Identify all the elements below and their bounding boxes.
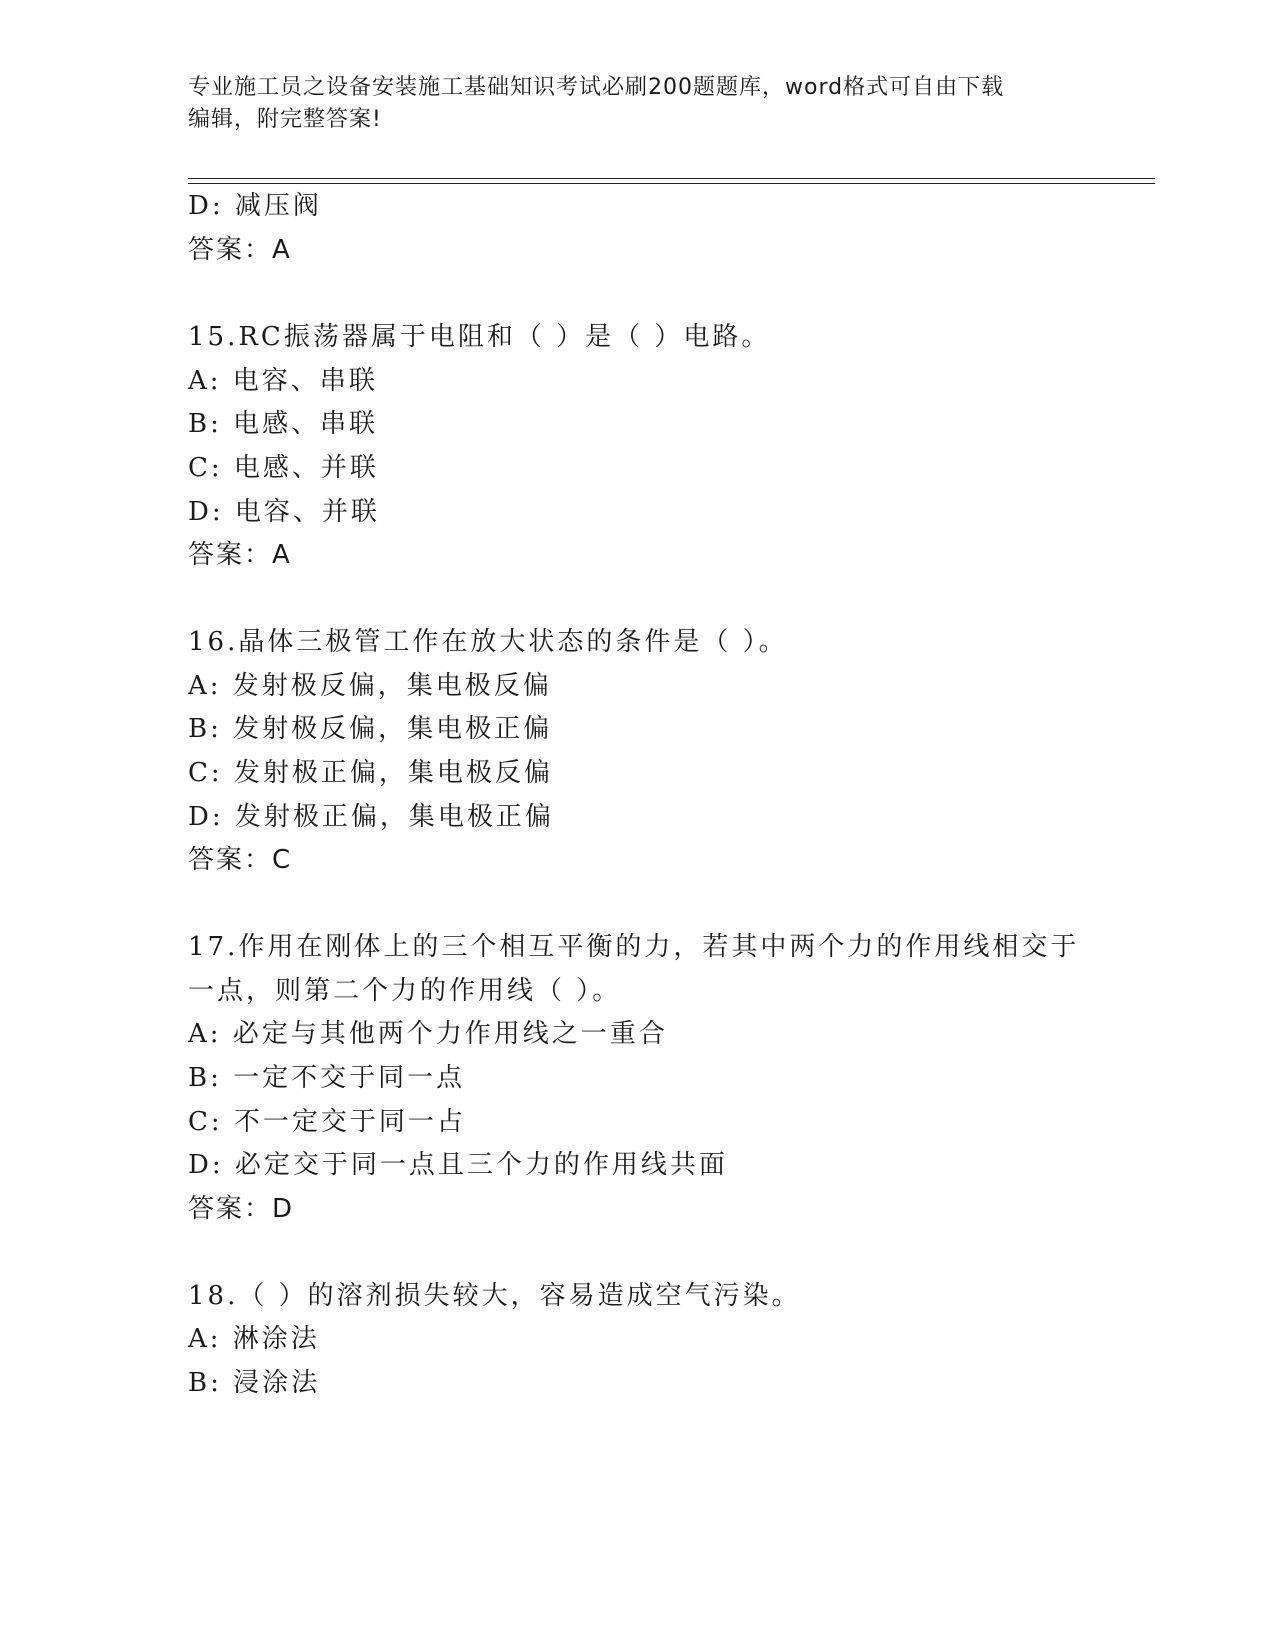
- question-15-text: 15.RC振荡器属于电阻和（ ）是（ ）电路。: [188, 322, 771, 352]
- question-18-text: 18.（ ）的溶剂损失较大，容易造成空气污染。: [188, 1281, 801, 1311]
- question-16-text: 16.晶体三极管工作在放大状态的条件是（ ）。: [188, 627, 788, 657]
- question-15-option-c: C: 电感、并联: [188, 453, 379, 483]
- header-line-2: 编辑，附完整答案!: [188, 107, 382, 132]
- prev-answer: 答案：A: [188, 235, 292, 265]
- header-divider-bottom: [188, 183, 1155, 184]
- question-16-option-b: B: 发射极反偏，集电极正偏: [188, 714, 553, 744]
- question-15-answer: 答案：A: [188, 540, 292, 570]
- question-17-text-line-2: 一点，则第二个力的作用线（ ）。: [188, 976, 622, 1006]
- prev-option-d: D: 减压阀: [188, 191, 322, 221]
- question-17-option-b: B: 一定不交于同一点: [188, 1063, 466, 1093]
- question-16-option-c: C: 发射极正偏，集电极反偏: [188, 758, 553, 788]
- question-15-option-a: A: 电容、串联: [188, 366, 378, 396]
- question-17-option-a: A: 必定与其他两个力作用线之一重合: [188, 1019, 668, 1049]
- question-17-option-c: C: 不一定交于同一占: [188, 1107, 466, 1137]
- question-17-option-d: D: 必定交于同一点且三个力的作用线共面: [188, 1150, 728, 1180]
- header-divider-top: [188, 178, 1155, 179]
- header-line-1: 专业施工员之设备安装施工基础知识考试必刷200题题库，word格式可自由下载: [188, 75, 1005, 100]
- question-17-answer: 答案：D: [188, 1194, 295, 1224]
- document-header: [188, 72, 1088, 136]
- question-18-option-b: B: 浸涂法: [188, 1368, 321, 1398]
- question-15-option-b: B: 电感、串联: [188, 409, 379, 439]
- question-16-option-d: D: 发射极正偏，集电极正偏: [188, 802, 554, 832]
- question-18-option-a: A: 淋涂法: [188, 1324, 320, 1354]
- question-16-answer: 答案：C: [188, 845, 293, 875]
- question-17-text-line-1: 17.作用在刚体上的三个相互平衡的力，若其中两个力的作用线相交于: [188, 932, 1080, 962]
- question-15-option-d: D: 电容、并联: [188, 497, 380, 527]
- question-16-option-a: A: 发射极反偏，集电极反偏: [188, 671, 552, 701]
